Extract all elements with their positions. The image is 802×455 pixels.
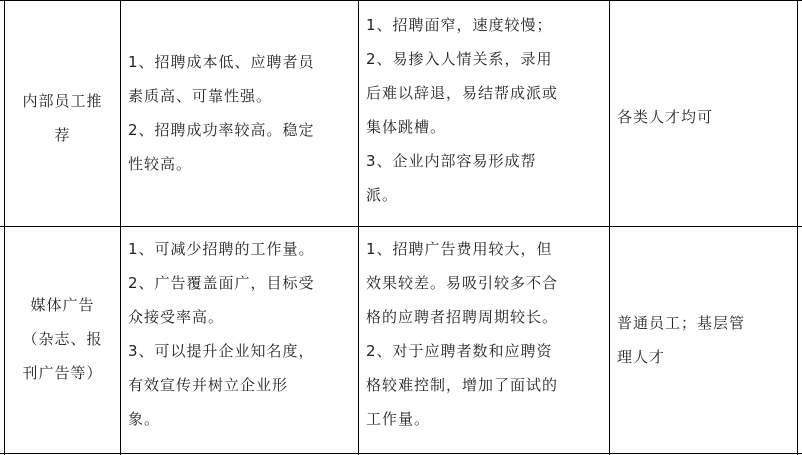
disadvantages-line: 效果较差。易吸引较多不合 [366,274,559,292]
advantages-line: 象。 [128,410,161,428]
advantages-line: 2、招聘成功率较高。稳定 [128,121,315,139]
disadvantages-line: 格的应聘者招聘周期较长。 [366,308,559,326]
advantages-line: 有效宣传并树立企业形 [128,376,289,394]
column-divider-2 [358,0,359,455]
advantages-line: 3、可以提升企业知名度， [128,342,315,360]
table-row-1-disadvantages [366,8,609,212]
disadvantages-line: 1、招聘面窄，速度较慢； [366,16,553,34]
disadvantages-line: 3、企业内部容易形成帮 [366,152,537,170]
suitable-line: 各类人才均可 [617,108,714,126]
row-divider-top [0,0,802,1]
suitable-line: 理人才 [617,348,666,366]
disadvantages-line: 2、易掺入人情关系，录用 [366,50,553,68]
disadvantages-line: 1、招聘广告费用较大，但 [366,240,553,258]
method-line: 内部员工推 [22,92,103,110]
table-row-2-disadvantages [366,232,609,436]
method-line: 媒体广告 [30,296,95,314]
table-row-1-method [5,84,120,152]
table-row-1-advantages [128,45,358,181]
table-row-2-method [5,288,120,390]
method-line: 荐 [54,126,71,144]
disadvantages-line: 后难以辞退，易结帮成派或 [366,84,559,102]
advantages-line: 性较高。 [128,155,193,173]
disadvantages-line: 派。 [366,186,399,204]
advantages-line: 1、可减少招聘的工作量。 [128,240,315,258]
method-line: （杂志、报 [22,330,103,348]
advantages-line: 素质高、可靠性强。 [128,87,273,105]
advantages-line: 2、广告覆盖面广，目标受 [128,274,315,292]
table-border-right [797,0,798,455]
table-row-2-advantages [128,232,358,436]
row-divider-middle [0,226,802,227]
method-line: 刊广告等） [22,364,103,382]
disadvantages-line: 工作量。 [366,410,431,428]
disadvantages-line: 2、对于应聘者数和应聘资 [366,342,553,360]
column-divider-1 [120,0,121,455]
advantages-line: 众接受率高。 [128,308,225,326]
advantages-line: 1、招聘成本低、应聘者员 [128,53,315,71]
disadvantages-line: 集体跳槽。 [366,118,447,136]
disadvantages-line: 格较难控制，增加了面试的 [366,376,559,394]
row-divider-bottom [0,453,802,454]
suitable-line: 普通员工；基层管 [617,314,746,332]
table-row-2-suitable [617,306,797,374]
column-divider-3 [609,0,610,455]
table-row-1-suitable [617,100,797,134]
